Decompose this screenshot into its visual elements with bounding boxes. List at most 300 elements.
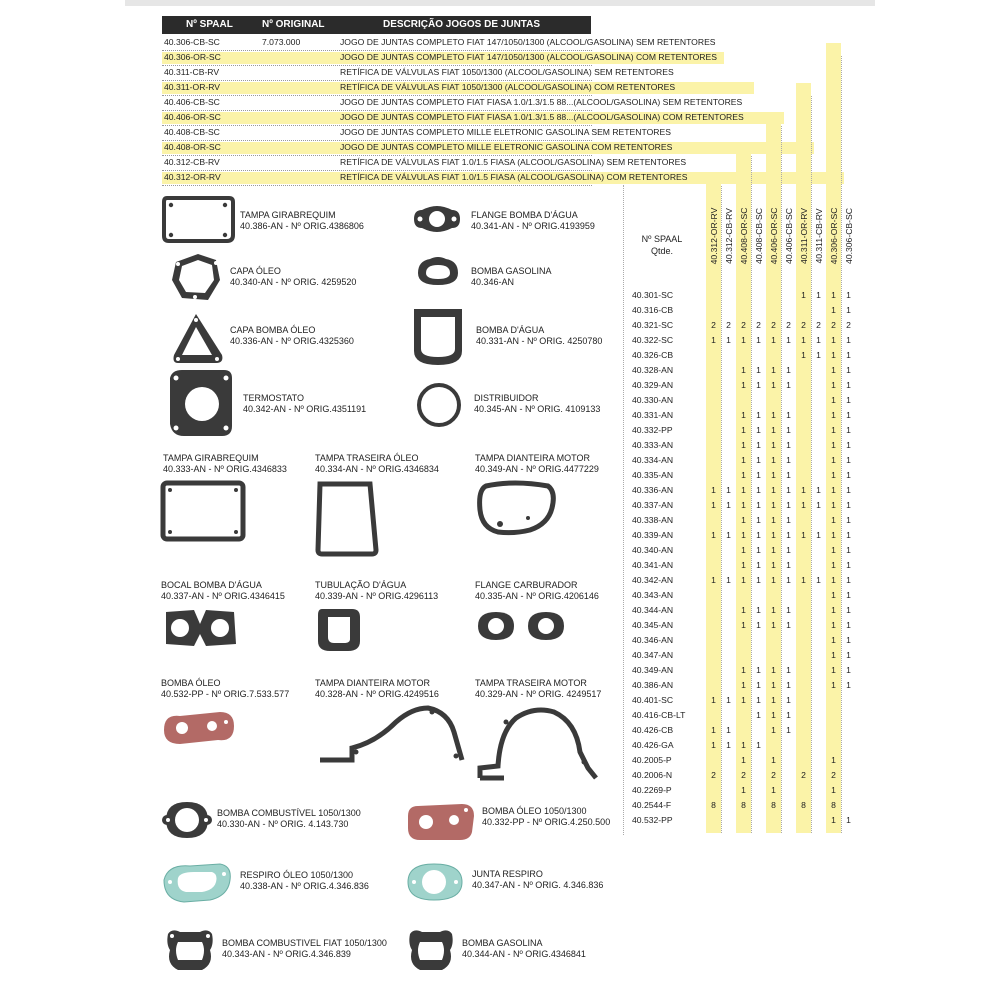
- grid-part-code: 40.336-AN: [632, 485, 674, 495]
- grid-quantity: 1: [771, 575, 776, 585]
- grid-quantity: 1: [741, 515, 746, 525]
- grid-quantity: 1: [741, 785, 746, 795]
- gasket-tampa-girabrequim-small: [161, 195, 235, 245]
- grid-column-header: 40.408-OR-SC: [738, 207, 749, 265]
- kit-row: [162, 155, 722, 170]
- grid-quantity: 1: [756, 575, 761, 585]
- header-spaal: Nº SPAAL: [186, 19, 233, 30]
- grid-quantity: 1: [741, 380, 746, 390]
- header-description: DESCRIÇÃO JOGOS DE JUNTAS: [383, 19, 541, 30]
- grid-part-code: 40.347-AN: [632, 650, 674, 660]
- grid-quantity: 2: [771, 770, 776, 780]
- grid-quantity: 1: [741, 500, 746, 510]
- grid-quantity: 1: [786, 620, 791, 630]
- grid-part-code: 40.335-AN: [632, 470, 674, 480]
- grid-quantity: 1: [801, 575, 806, 585]
- part-label: BOMBA GASOLINA 40.344-AN - Nº ORIG.4346841: [462, 938, 586, 959]
- gasket-capa-bomba-oleo: [170, 311, 226, 365]
- gasket-flange-bomba-agua: [410, 204, 464, 234]
- kit-code: 40.311-CB-RV: [164, 67, 220, 77]
- grid-quantity: 1: [786, 680, 791, 690]
- grid-part-code: 40.532-PP: [632, 815, 673, 825]
- grid-quantity: 1: [846, 380, 851, 390]
- grid-part-code: 40.331-AN: [632, 410, 674, 420]
- grid-quantity: 2: [741, 770, 746, 780]
- gasket-tubulacao-agua: [314, 605, 364, 655]
- grid-quantity: 1: [711, 575, 716, 585]
- kit-description: RETÍFICA DE VÁLVULAS FIAT 1.0/1.5 FIASA (ALCOOL/GASOLINA) COM RETENTORES: [340, 172, 688, 182]
- part-label: DISTRIBUIDOR 40.345-AN - Nº ORIG. 4109133: [474, 393, 601, 414]
- grid-quantity: 1: [846, 650, 851, 660]
- grid-quantity: 1: [816, 335, 821, 345]
- kit-code: 40.306-OR-SC: [164, 52, 221, 62]
- grid-part-code: 40.342-AN: [632, 575, 674, 585]
- kit-row: [162, 140, 722, 155]
- grid-part-code: 40.341-AN: [632, 560, 674, 570]
- gasket-tampa-traseira-oleo: [314, 478, 380, 558]
- grid-quantity: 1: [786, 470, 791, 480]
- grid-quantity: 2: [831, 320, 836, 330]
- grid-part-code: 40.339-AN: [632, 530, 674, 540]
- gasket-junta-respiro-teal: [404, 858, 466, 906]
- grid-quantity: 1: [786, 710, 791, 720]
- grid-part-code: 40.2005-P: [632, 755, 672, 765]
- grid-part-code: 40.326-CB: [632, 350, 674, 360]
- grid-quantity: 1: [786, 725, 791, 735]
- grid-quantity: 1: [846, 515, 851, 525]
- gasket-flange-carburador: [474, 608, 570, 644]
- part-label: BOMBA D'ÁGUA 40.331-AN - Nº ORIG. 4250780: [476, 325, 603, 346]
- grid-quantity: 1: [756, 515, 761, 525]
- grid-title-qtde: Qtde.: [650, 246, 673, 256]
- grid-quantity: 1: [846, 485, 851, 495]
- grid-part-code: 40.2006-N: [632, 770, 673, 780]
- grid-column-header: 40.311-CB-RV: [813, 208, 824, 264]
- grid-quantity: 1: [771, 530, 776, 540]
- grid-quantity: 1: [741, 440, 746, 450]
- grid-quantity: 1: [786, 425, 791, 435]
- grid-part-code: 40.386-AN: [632, 680, 674, 690]
- grid-quantity: 1: [756, 335, 761, 345]
- grid-quantity: 1: [831, 365, 836, 375]
- grid-quantity: 1: [771, 470, 776, 480]
- kit-row: [162, 95, 743, 110]
- kit-row: [162, 50, 722, 65]
- gasket-bomba-combustivel-1050: [160, 796, 214, 844]
- grid-part-code: 40.337-AN: [632, 500, 674, 510]
- grid-quantity: 1: [786, 695, 791, 705]
- grid-quantity: 1: [831, 305, 836, 315]
- grid-quantity: 1: [846, 350, 851, 360]
- grid-quantity: 1: [846, 590, 851, 600]
- grid-quantity: 1: [816, 530, 821, 540]
- grid-quantity: 1: [801, 290, 806, 300]
- grid-quantity: 1: [771, 380, 776, 390]
- grid-quantity: 1: [771, 410, 776, 420]
- grid-quantity: 1: [831, 410, 836, 420]
- grid-quantity: 1: [741, 485, 746, 495]
- grid-quantity: 1: [741, 560, 746, 570]
- gasket-capa-oleo: [168, 250, 224, 304]
- grid-quantity: 1: [786, 665, 791, 675]
- grid-quantity: 1: [741, 455, 746, 465]
- grid-quantity: 1: [741, 365, 746, 375]
- grid-quantity: 1: [756, 380, 761, 390]
- grid-quantity: 1: [831, 815, 836, 825]
- grid-quantity: 1: [756, 695, 761, 705]
- grid-quantity: 2: [831, 770, 836, 780]
- grid-quantity: 1: [786, 605, 791, 615]
- part-label: TAMPA GIRABREQUIM 40.333-AN - Nº ORIG.4346833: [163, 453, 287, 474]
- grid-part-code: 40.322-SC: [632, 335, 674, 345]
- grid-quantity: 1: [786, 515, 791, 525]
- part-label: CAPA ÓLEO 40.340-AN - Nº ORIG. 4259520: [230, 266, 357, 287]
- grid-quantity: 1: [711, 530, 716, 540]
- gasket-distribuidor: [414, 380, 464, 430]
- kit-row: [162, 80, 722, 95]
- grid-quantity: 1: [846, 560, 851, 570]
- kit-row: [162, 125, 722, 140]
- kit-description: JOGO DE JUNTAS COMPLETO FIAT 147/1050/1300 (ALCOOL/GASOLINA) SEM RETENTORES: [340, 37, 716, 47]
- grid-quantity: 1: [846, 635, 851, 645]
- grid-quantity: 1: [771, 680, 776, 690]
- grid-quantity: 1: [831, 545, 836, 555]
- grid-quantity: 1: [771, 755, 776, 765]
- grid-quantity: 1: [846, 500, 851, 510]
- kit-original: 7.073.000: [262, 37, 301, 47]
- grid-part-code: 40.344-AN: [632, 605, 674, 615]
- grid-quantity: 1: [756, 455, 761, 465]
- grid-quantity: 1: [816, 485, 821, 495]
- grid-quantity: 1: [831, 530, 836, 540]
- grid-quantity: 1: [846, 530, 851, 540]
- grid-part-code: 40.316-CB: [632, 305, 674, 315]
- gasket-bomba-oleo-1050-red: [404, 800, 476, 844]
- grid-quantity: 2: [846, 320, 851, 330]
- part-label: BOMBA ÓLEO 40.532-PP - Nº ORIG.7.533.577: [161, 678, 290, 699]
- grid-quantity: 1: [786, 575, 791, 585]
- grid-column-header: 40.312-CB-RV: [723, 208, 734, 264]
- kit-code: 40.312-OR-RV: [164, 172, 221, 182]
- grid-quantity: 1: [771, 695, 776, 705]
- grid-quantity: 2: [801, 320, 806, 330]
- grid-quantity: 1: [756, 740, 761, 750]
- grid-quantity: 1: [786, 545, 791, 555]
- grid-part-code: 40.345-AN: [632, 620, 674, 630]
- grid-quantity: 1: [786, 335, 791, 345]
- kit-description: RETÍFICA DE VÁLVULAS FIAT 1050/1300 (ALCOOL/GASOLINA) SEM RETENTORES: [340, 67, 674, 77]
- grid-quantity: 1: [831, 350, 836, 360]
- grid-column-header: 40.311-OR-RV: [798, 207, 809, 265]
- grid-quantity: 1: [711, 485, 716, 495]
- kit-code: 40.408-OR-SC: [164, 142, 221, 152]
- kit-code: 40.306-CB-SC: [164, 37, 220, 47]
- grid-quantity: 1: [711, 740, 716, 750]
- part-label: TAMPA DIANTEIRA MOTOR 40.328-AN - Nº ORIG.4249516: [315, 678, 439, 699]
- grid-quantity: 1: [741, 755, 746, 765]
- grid-quantity: 1: [711, 695, 716, 705]
- grid-quantity: 1: [771, 335, 776, 345]
- grid-quantity: 1: [771, 785, 776, 795]
- part-label: BOMBA GASOLINA 40.346-AN: [471, 266, 552, 287]
- grid-quantity: 1: [831, 455, 836, 465]
- grid-part-code: 40.426-GA: [632, 740, 674, 750]
- grid-column-header: 40.312-OR-RV: [708, 207, 719, 265]
- grid-title: [632, 233, 692, 257]
- kit-table-header: [162, 16, 591, 34]
- grid-quantity: 8: [801, 800, 806, 810]
- kit-description: RETÍFICA DE VÁLVULAS FIAT 1050/1300 (ALCOOL/GASOLINA) COM RETENTORES: [340, 82, 676, 92]
- part-label: BOCAL BOMBA D'ÁGUA 40.337-AN - Nº ORIG.4346415: [161, 580, 285, 601]
- grid-column-header: 40.406-OR-SC: [768, 207, 779, 265]
- gasket-tampa-traseira-motor: [476, 702, 600, 782]
- kit-description: JOGO DE JUNTAS COMPLETO FIAT FIASA 1.0/1.3/1.5 88...(ALCOOL/GASOLINA) SEM RETENTORES: [340, 97, 743, 107]
- grid-quantity: 1: [726, 740, 731, 750]
- kit-row: [162, 170, 722, 185]
- grid-quantity: 1: [771, 545, 776, 555]
- grid-quantity: 1: [771, 500, 776, 510]
- grid-quantity: 1: [831, 785, 836, 795]
- grid-quantity: 1: [831, 620, 836, 630]
- kit-row: [162, 35, 722, 50]
- grid-column-header: 40.408-CB-SC: [753, 208, 764, 264]
- gasket-tampa-dianteira-motor-large: [316, 702, 466, 768]
- grid-quantity: 1: [846, 410, 851, 420]
- grid-quantity: 1: [816, 500, 821, 510]
- grid-quantity: 1: [786, 500, 791, 510]
- grid-quantity: 1: [741, 530, 746, 540]
- grid-quantity: 1: [831, 500, 836, 510]
- part-label: TERMOSTATO 40.342-AN - Nº ORIG.4351191: [243, 393, 367, 414]
- grid-quantity: 1: [831, 650, 836, 660]
- kit-description: JOGO DE JUNTAS COMPLETO MILLE ELETRONIC GASOLINA COM RETENTORES: [340, 142, 673, 152]
- grid-quantity: 1: [771, 710, 776, 720]
- grid-quantity: 1: [741, 335, 746, 345]
- grid-quantity: 8: [771, 800, 776, 810]
- grid-quantity: 1: [831, 335, 836, 345]
- grid-quantity: 1: [756, 440, 761, 450]
- grid-quantity: 2: [741, 320, 746, 330]
- grid-quantity: 1: [831, 605, 836, 615]
- grid-quantity: 1: [846, 545, 851, 555]
- grid-quantity: 1: [846, 470, 851, 480]
- part-label: FLANGE BOMBA D'ÁGUA 40.341-AN - Nº ORIG.4193959: [471, 210, 595, 231]
- grid-quantity: 1: [846, 425, 851, 435]
- part-label: JUNTA RESPIRO 40.347-AN - Nº ORIG. 4.346.836: [472, 869, 604, 890]
- grid-quantity: 1: [741, 545, 746, 555]
- grid-part-code: 40.333-AN: [632, 440, 674, 450]
- gasket-bomba-oleo-red: [160, 708, 238, 748]
- grid-quantity: 2: [771, 320, 776, 330]
- grid-quantity: 1: [831, 395, 836, 405]
- grid-part-code: 40.321-SC: [632, 320, 674, 330]
- part-label: BOMBA COMBUSTIVEL FIAT 1050/1300 40.343-AN - Nº ORIG.4.346.839: [222, 938, 387, 959]
- kit-row: [162, 110, 744, 125]
- grid-quantity: 2: [711, 770, 716, 780]
- grid-part-code: 40.2269-P: [632, 785, 672, 795]
- part-label: RESPIRO ÓLEO 1050/1300 40.338-AN - Nº ORIG.4.346.836: [240, 870, 369, 891]
- grid-quantity: 1: [741, 575, 746, 585]
- grid-quantity: 1: [741, 410, 746, 420]
- grid-quantity: 1: [756, 545, 761, 555]
- grid-quantity: 1: [771, 455, 776, 465]
- grid-quantity: 1: [831, 575, 836, 585]
- grid-quantity: 1: [816, 290, 821, 300]
- grid-part-code: 40.329-AN: [632, 380, 674, 390]
- grid-quantity: 1: [741, 425, 746, 435]
- grid-quantity: 1: [831, 440, 836, 450]
- gasket-bomba-gasolina-small: [414, 253, 462, 289]
- grid-quantity: 1: [771, 665, 776, 675]
- grid-quantity: 2: [756, 320, 761, 330]
- grid-quantity: 1: [831, 560, 836, 570]
- grid-part-code: 40.2544-F: [632, 800, 672, 810]
- grid-quantity: 1: [831, 470, 836, 480]
- part-label: TAMPA TRASEIRA ÓLEO 40.334-AN - Nº ORIG.4346834: [315, 453, 439, 474]
- grid-quantity: 1: [786, 560, 791, 570]
- grid-quantity: 8: [831, 800, 836, 810]
- grid-quantity: 1: [771, 425, 776, 435]
- grid-part-code: 40.346-AN: [632, 635, 674, 645]
- row-separator: [162, 185, 592, 186]
- column-divider: [623, 185, 624, 835]
- grid-quantity: 1: [741, 605, 746, 615]
- gasket-tampa-dianteira-motor-small: [474, 478, 560, 538]
- grid-quantity: 1: [771, 365, 776, 375]
- grid-quantity: 1: [771, 560, 776, 570]
- grid-quantity: 1: [831, 425, 836, 435]
- grid-quantity: 8: [711, 800, 716, 810]
- grid-quantity: 1: [831, 635, 836, 645]
- grid-part-code: 40.343-AN: [632, 590, 674, 600]
- grid-part-code: 40.338-AN: [632, 515, 674, 525]
- gasket-bomba-gasolina-large: [404, 924, 458, 976]
- kit-description: JOGO DE JUNTAS COMPLETO FIAT 147/1050/1300 (ALCOOL/GASOLINA) COM RETENTORES: [340, 52, 717, 62]
- kit-code: 40.311-OR-RV: [164, 82, 221, 92]
- grid-quantity: 1: [756, 500, 761, 510]
- grid-quantity: 1: [786, 380, 791, 390]
- grid-quantity: 1: [741, 620, 746, 630]
- grid-quantity: 1: [786, 440, 791, 450]
- grid-quantity: 1: [756, 530, 761, 540]
- grid-part-code: 40.332-PP: [632, 425, 673, 435]
- column-highlight: [796, 83, 811, 833]
- grid-part-code: 40.301-SC: [632, 290, 674, 300]
- gasket-tampa-girabrequim-large: [160, 480, 246, 542]
- grid-quantity: 1: [711, 335, 716, 345]
- grid-quantity: 1: [846, 665, 851, 675]
- grid-quantity: 1: [756, 680, 761, 690]
- grid-quantity: 1: [771, 515, 776, 525]
- part-label: CAPA BOMBA ÓLEO 40.336-AN - Nº ORIG.4325360: [230, 325, 354, 346]
- grid-quantity: 1: [711, 500, 716, 510]
- grid-quantity: 1: [816, 575, 821, 585]
- grid-quantity: 1: [756, 665, 761, 675]
- part-label: BOMBA ÓLEO 1050/1300 40.332-PP - Nº ORIG.4.250.500: [482, 806, 611, 827]
- grid-quantity: 1: [846, 680, 851, 690]
- grid-quantity: 2: [786, 320, 791, 330]
- grid-part-code: 40.328-AN: [632, 365, 674, 375]
- kit-row: [162, 65, 722, 80]
- grid-quantity: 1: [756, 710, 761, 720]
- grid-quantity: 8: [741, 800, 746, 810]
- grid-quantity: 1: [786, 455, 791, 465]
- grid-quantity: 1: [846, 395, 851, 405]
- grid-quantity: 1: [756, 560, 761, 570]
- grid-quantity: 1: [831, 515, 836, 525]
- grid-quantity: 1: [726, 530, 731, 540]
- grid-quantity: 1: [846, 815, 851, 825]
- gasket-bocal-bomba-agua: [160, 606, 240, 650]
- grid-quantity: 1: [831, 590, 836, 600]
- grid-quantity: 1: [756, 485, 761, 495]
- grid-quantity: 1: [801, 530, 806, 540]
- grid-part-code: 40.426-CB: [632, 725, 674, 735]
- grid-quantity: 1: [771, 725, 776, 735]
- grid-title-spaal: Nº SPAAL: [641, 234, 683, 244]
- grid-quantity: 1: [801, 335, 806, 345]
- grid-quantity: 1: [741, 665, 746, 675]
- column-highlight: [826, 43, 841, 833]
- grid-quantity: 1: [726, 575, 731, 585]
- grid-quantity: 1: [786, 410, 791, 420]
- grid-quantity: 1: [756, 425, 761, 435]
- grid-quantity: 1: [786, 365, 791, 375]
- grid-quantity: 1: [831, 680, 836, 690]
- grid-quantity: 1: [726, 500, 731, 510]
- grid-part-code: 40.340-AN: [632, 545, 674, 555]
- grid-quantity: 1: [831, 290, 836, 300]
- part-label: TAMPA TRASEIRA MOTOR 40.329-AN - Nº ORIG. 4249517: [475, 678, 602, 699]
- gasket-termostato: [162, 366, 238, 440]
- kit-description: JOGO DE JUNTAS COMPLETO FIAT FIASA 1.0/1.3/1.5 88...(ALCOOL/GASOLINA) COM RETENTORES: [340, 112, 744, 122]
- grid-quantity: 1: [846, 575, 851, 585]
- part-label: FLANGE CARBURADOR 40.335-AN - Nº ORIG.4206146: [475, 580, 599, 601]
- grid-quantity: 2: [711, 320, 716, 330]
- grid-quantity: 1: [816, 350, 821, 360]
- grid-quantity: 1: [846, 365, 851, 375]
- part-label: TUBULAÇÃO D'ÁGUA 40.339-AN - Nº ORIG.4296113: [315, 580, 439, 601]
- grid-quantity: 1: [831, 380, 836, 390]
- grid-quantity: 1: [846, 290, 851, 300]
- grid-quantity: 1: [771, 605, 776, 615]
- grid-quantity: 2: [816, 320, 821, 330]
- kit-code: 40.408-CB-SC: [164, 127, 220, 137]
- top-border: [125, 0, 875, 6]
- grid-quantity: 2: [726, 320, 731, 330]
- grid-quantity: 1: [756, 410, 761, 420]
- grid-quantity: 1: [726, 695, 731, 705]
- grid-quantity: 1: [756, 620, 761, 630]
- grid-quantity: 1: [771, 620, 776, 630]
- kit-code: 40.406-OR-SC: [164, 112, 221, 122]
- grid-quantity: 1: [771, 485, 776, 495]
- grid-quantity: 1: [726, 335, 731, 345]
- kit-code: 40.406-CB-SC: [164, 97, 220, 107]
- gasket-respiro-oleo-teal: [160, 860, 234, 906]
- grid-column-header: 40.306-OR-SC: [828, 207, 839, 265]
- grid-quantity: 1: [846, 440, 851, 450]
- grid-quantity: 1: [711, 725, 716, 735]
- grid-part-code: 40.330-AN: [632, 395, 674, 405]
- grid-quantity: 1: [801, 350, 806, 360]
- grid-quantity: 1: [741, 695, 746, 705]
- grid-quantity: 1: [801, 500, 806, 510]
- grid-quantity: 1: [846, 305, 851, 315]
- grid-quantity: 1: [846, 605, 851, 615]
- grid-quantity: 1: [786, 485, 791, 495]
- grid-part-code: 40.401-SC: [632, 695, 674, 705]
